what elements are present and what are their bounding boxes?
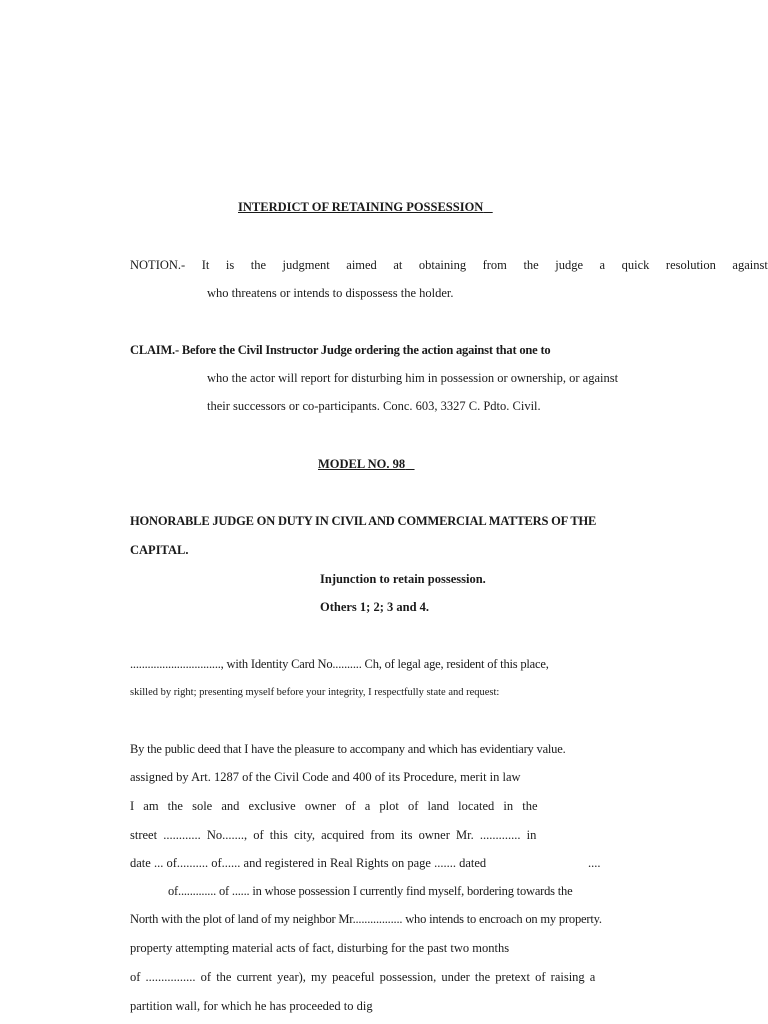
notion-word: at xyxy=(393,258,403,272)
intro-line-2: skilled by right; presenting myself before your integrity, I respectfully state and request: xyxy=(130,687,500,698)
claim-line-3: their successors or co-participants. Conc. 603, 3327 C. Pdto. Civil. xyxy=(207,399,541,413)
subject-line-1: Injunction to retain possession. xyxy=(320,572,486,586)
document-title-text: INTERDICT OF RETAINING POSSESSION xyxy=(238,200,484,214)
notion-word: aimed xyxy=(346,258,377,272)
model-title xyxy=(318,456,415,472)
notion-word: It xyxy=(201,258,210,272)
notion-word: obtaining xyxy=(418,258,467,272)
notion-word: against xyxy=(732,258,768,272)
document-title xyxy=(238,199,493,215)
body-line-2: assigned by Art. 1287 of the Civil Code and 400 of its Procedure, merit in law xyxy=(130,770,521,784)
subject-line-2: Others 1; 2; 3 and 4. xyxy=(320,600,430,614)
claim-line-2: who the actor will report for disturbing him in possession or ownership, or against xyxy=(207,371,619,385)
body-line-10: partition wall, for which he has proceeded to dig xyxy=(130,999,373,1013)
body-line-5-dots: .... xyxy=(588,856,601,870)
body-line-3: I am the sole and exclusive owner of a plot of land located in the xyxy=(130,799,538,813)
notion-word: NOTION.- xyxy=(130,258,186,272)
notion-word: judgment xyxy=(282,258,330,272)
notion-word: resolution xyxy=(665,258,716,272)
model-title-text: MODEL NO. 98 xyxy=(318,457,406,471)
notion-word: judge xyxy=(555,258,584,272)
notion-line-2: who threatens or intends to dispossess the holder. xyxy=(207,286,454,300)
intro-line-1: ..............................., with Identity Card No.......... Ch, of legal age, resident of this place, xyxy=(130,657,549,671)
addressee-line-2: CAPITAL. xyxy=(130,543,189,557)
body-line-1: By the public deed that I have the pleasure to accompany and which has evidentiary value. xyxy=(130,742,566,756)
body-line-9: of ................ of the current year), my peaceful possession, under the pretext of raising a xyxy=(130,970,596,984)
notion-word: is xyxy=(225,258,235,272)
claim-line-1: CLAIM.- Before the Civil Instructor Judge ordering the action against that one to xyxy=(130,343,551,357)
body-line-4: street ............ No......., of this city, acquired from its owner Mr. ............. in xyxy=(130,828,537,842)
notion-word: the xyxy=(250,258,267,272)
notion-line-1 xyxy=(130,257,768,273)
body-line-8: property attempting material acts of fact, disturbing for the past two months xyxy=(130,941,510,955)
notion-word: a xyxy=(599,258,606,272)
notion-word: the xyxy=(523,258,539,272)
body-line-5: date ... of.......... of...... and registered in Real Rights on page ....... dated xyxy=(130,856,487,870)
notion-word: from xyxy=(482,258,507,272)
notion-word: quick xyxy=(621,258,650,272)
body-line-7: North with the plot of land of my neighbor Mr................. who intends to encroach on my property. xyxy=(130,912,602,926)
body-line-6: of............. of ...... in whose possession I currently find myself, bordering towards the xyxy=(168,884,573,898)
addressee-line-1: HONORABLE JUDGE ON DUTY IN CIVIL AND COMMERCIAL MATTERS OF THE xyxy=(130,514,597,528)
